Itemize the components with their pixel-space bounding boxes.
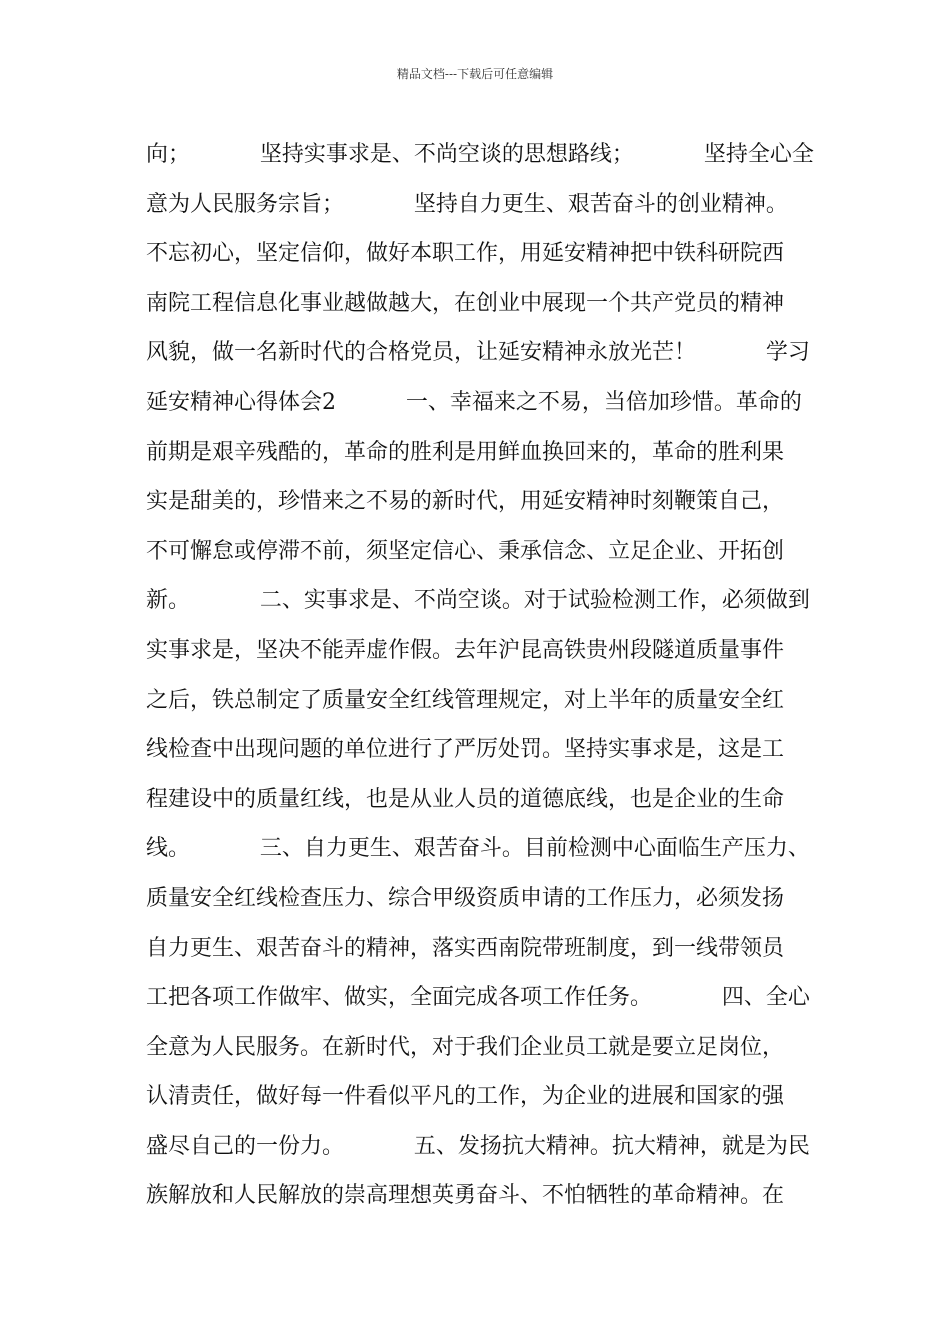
text-line: 全意为人民服务。在新时代，对于我们企业员工就是要立足岗位， <box>146 1034 785 1060</box>
document-body <box>146 130 816 1221</box>
text-line: 实是甜美的，珍惜来之不易的新时代，用延安精神时刻鞭策自己， <box>146 489 785 515</box>
text-line: 族解放和人民解放的崇高理想英勇奋斗、不怕牺牲的革命精神。在 <box>146 1183 785 1209</box>
text-line: 线。 三、自力更生、艰苦奋斗。目前检测中心面临生产压力、 <box>146 836 810 862</box>
text-line: 风貌，做一名新时代的合格党员，让延安精神永放光芒！ 学习 <box>146 340 810 366</box>
text-line: 意为人民服务宗旨； 坚持自力更生、艰苦奋斗的创业精神。 <box>146 191 788 217</box>
text-line: 自力更生、艰苦奋斗的精神，落实西南院带班制度，到一线带领员 <box>146 935 785 961</box>
text-line: 实事求是，坚决不能弄虚作假。去年沪昆高铁贵州段隧道质量事件 <box>146 637 785 663</box>
text-line: 工把各项工作做牢、做实，全面完成各项工作任务。 四、全心 <box>146 985 810 1011</box>
text-line: 之后，铁总制定了质量安全红线管理规定，对上半年的质量安全红 <box>146 687 785 713</box>
text-line: 线检查中出现问题的单位进行了严厉处罚。坚持实事求是，这是工 <box>146 737 785 763</box>
text-line: 认清责任，做好每一件看似平凡的工作，为企业的进展和国家的强 <box>146 1084 785 1110</box>
text-line: 程建设中的质量红线，也是从业人员的道德底线，也是企业的生命 <box>146 786 785 812</box>
text-line: 向； 坚持实事求是、不尚空谈的思想路线； 坚持全心全 <box>146 142 814 167</box>
text-line: 不可懈怠或停滞不前，须坚定信心、秉承信念、立足企业、开拓创 <box>146 538 785 564</box>
page-header: 精品文档---下载后可任意编辑 <box>396 67 554 81</box>
text-line: 新。 二、实事求是、不尚空谈。对于试验检测工作，必须做到 <box>146 588 810 614</box>
text-line: 盛尽自己的一份力。 五、发扬抗大精神。抗大精神，就是为民 <box>146 1133 810 1159</box>
text-line: 不忘初心，坚定信仰，做好本职工作，用延安精神把中铁科研院西 <box>146 241 785 267</box>
text-line: 前期是艰辛残酷的，革命的胜利是用鲜血换回来的，革命的胜利果 <box>146 439 785 465</box>
text-line: 质量安全红线检查压力、综合甲级资质申请的工作压力，必须发扬 <box>146 885 785 911</box>
text-line: 南院工程信息化事业越做越大，在创业中展现一个共产党员的精神 <box>146 290 785 316</box>
text-line: 延安精神心得体会2 一、幸福来之不易，当倍加珍惜。革命的 <box>146 389 802 415</box>
